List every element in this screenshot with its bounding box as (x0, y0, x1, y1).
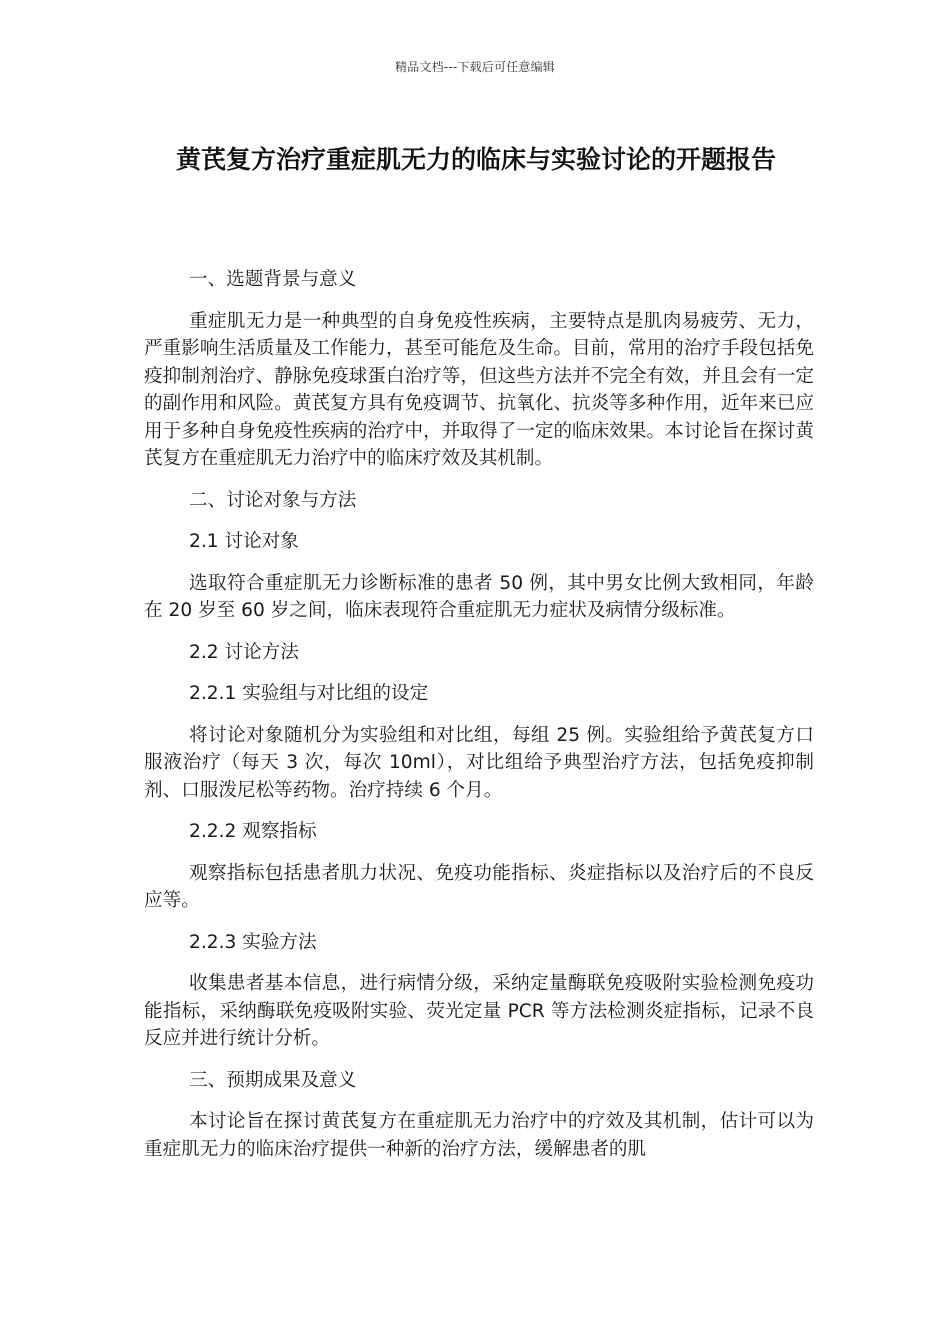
document-body (144, 266, 814, 1177)
section-heading-expected-results: 三、预期成果及意义 (189, 1069, 357, 1091)
paragraph-expected-results: 本讨论旨在探讨黄芪复方在重症肌无力治疗中的疗效及其机制，估计可以为重症肌无力的临床治疗提供一种新的治疗方法，缓解患者的肌 (144, 1111, 814, 1160)
document-title: 黄芪复方治疗重症肌无力的临床与实验讨论的开题报告 (175, 145, 776, 174)
subsection-heading-subjects: 2.1 讨论对象 (189, 531, 299, 552)
subsection-heading-experiment-methods: 2.2.3 实验方法 (189, 931, 317, 953)
subsection-heading-group-setup: 2.2.1 实验组与对比组的设定 (189, 683, 429, 704)
paragraph-experiment-methods: 收集患者基本信息，进行病情分级，采纳定量酶联免疫吸附实验检测免疫功能指标，采纳酶联免疫吸附实验、荧光定量 PCR 等方法检测炎症指标，记录不良反应并进行统计分析。 (144, 973, 814, 1049)
section-heading-subjects-methods: 二、讨论对象与方法 (189, 489, 357, 511)
subsection-heading-methods: 2.2 讨论方法 (189, 641, 299, 663)
section-heading-background: 一、选题背景与意义 (189, 269, 357, 290)
header-note: 精品文档---下载后可任意编辑 (395, 60, 555, 74)
paragraph-indicators: 观察指标包括患者肌力状况、免疫功能指标、炎症指标以及治疗后的不良反应等。 (144, 862, 814, 911)
paragraph-background: 重症肌无力是一种典型的自身免疫性疾病，主要特点是肌肉易疲劳、无力，严重影响生活质量及工作能力，甚至可能危及生命。目前，常用的治疗手段包括免疫抑制剂治疗、静脉免疫球蛋白治疗等，但这些方法并不完全有效，并且会有一定的副作用和风险。黄芪复方具有免疫调节、抗氧化、抗炎等多种作用，近年来已应用于多种自身免疫性疾病的治疗中，并取得了一定的临床效果。本讨论旨在探讨黄芪复方在重症肌无力治疗中的临床疗效及其机制。 (144, 310, 814, 469)
subsection-heading-indicators: 2.2.2 观察指标 (189, 821, 317, 842)
paragraph-subjects: 选取符合重症肌无力诊断标准的患者 50 例，其中男女比例大致相同，年龄在 20 岁至 60 岁之间，临床表现符合重症肌无力症状及病情分级标准。 (144, 572, 814, 621)
paragraph-group-setup: 将讨论对象随机分为实验组和对比组，每组 25 例。实验组给予黄芪复方口服液治疗（每天 3 次，每次 10ml），对比组给予典型治疗方法，包括免疫抑制剂、口服泼尼松等药物。治疗持续 6 个月。 (144, 724, 814, 801)
